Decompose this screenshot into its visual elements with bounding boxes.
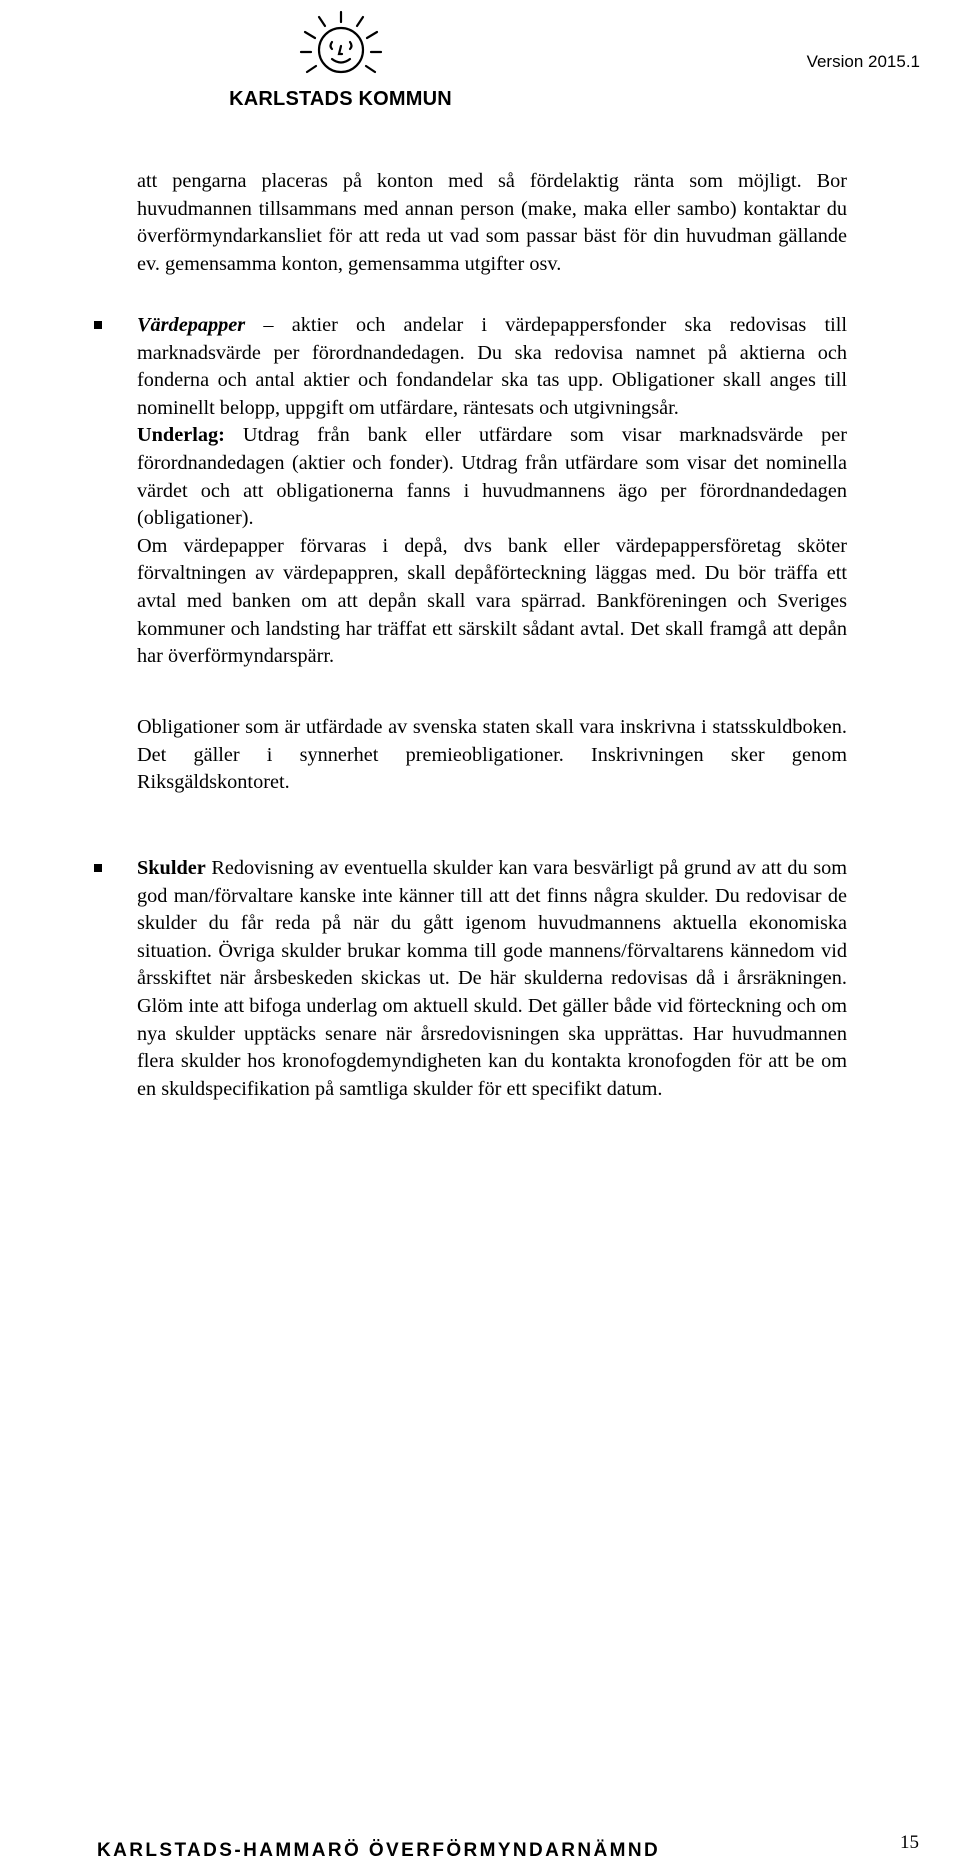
vardepapper-paragraph	[137, 312, 847, 422]
skulder-paragraph	[137, 855, 847, 1103]
underlag-text: Utdrag från bank eller utfärdare som visar marknadsvärde per förordnandedagen (aktier och fonder). Utdrag från utfärdare som visar det nominella värdet och att obligationerna fanns i huvudmannens ägo per förordnandedagen (obligationer).	[137, 424, 847, 530]
footer-title: KARLSTADS-HAMMARÖ ÖVERFÖRMYNDARNÄMND	[97, 1840, 661, 1861]
obligationer-section	[137, 714, 847, 797]
intro-section	[137, 168, 847, 278]
document-version: Version 2015.1	[806, 52, 920, 71]
skulder-text: Redovisning av eventuella skulder kan vara besvärligt på grund av att du som god man/förvaltare kanske inte känner till att det finns några skulder. Du redovisar de skulder du får reda på när du gått igenom huvudmannens aktuella ekonomiska situation. Övriga skulder brukar komma till gode mannens/förvaltarens kännedom vid årsskiftet när årsbeskeden skickas ut. De här skulderna redovisas då i årsräkningen. Glöm inte att bifoga underlag om aktuell skuld. Det gäller både vid förteckning och om nya skulder upptäcks senare när årsredovisningen ska upprättas. Har huvudmannen flera skulder hos kronofogdemyndigheten kan du kontakta kronofogden för att be om en skuldspecifikation på samtliga skulder för ett specifikt datum.	[137, 857, 847, 1100]
vardepapper-label: Värdepapper	[137, 314, 246, 336]
intro-paragraph: att pengarna placeras på konton med så fördelaktig ränta som möjligt. Bor huvudmannen tillsammans med annan person (make, maka eller sambo) kontaktar du överförmyndarkansliet för att reda ut vad som passar bäst för din huvudman gällande ev. gemensamma konton, gemensamma utgifter osv.	[137, 170, 847, 275]
underlag-paragraph	[137, 422, 847, 532]
page-number: 15	[900, 1832, 919, 1853]
underlag-label: Underlag:	[137, 424, 225, 447]
vardepapper-section	[137, 312, 847, 671]
skulder-section	[137, 855, 847, 1103]
page-header	[0, 0, 960, 130]
depa-paragraph: Om värdepapper förvaras i depå, dvs bank eller värdepappersföretag sköter förvaltningen av värdepappren, skall depåförteckning läggas med. Du bör träffa ett avtal med banken om att depån skall vara spärrad. Bankföreningen och Sveriges kommuner och landsting har träffat ett särskilt sådant avtal. Det skall framgå att depån har överförmyndarspärr.	[137, 534, 847, 668]
vardepapper-dash: –	[245, 314, 292, 336]
organization-logo-text: KARLSTADS KOMMUN	[229, 88, 452, 110]
bullet-square-icon	[94, 864, 102, 872]
vardepapper-text: aktier och andelar i värdepappersfonder ska redovisas till marknadsvärde per förordnandedagen. Du ska redovisa namnet på aktierna och fonderna och antal aktier och fondandelar ska tas upp. Obligationer skall anges till nominellt belopp, uppgift om utfärdare, räntesats och utgivningsår.	[137, 314, 848, 419]
skulder-label: Skulder	[137, 857, 206, 879]
sun-face-icon	[297, 8, 385, 86]
obligationer-paragraph: Obligationer som är utfärdade av svenska staten skall vara inskrivna i statsskuldboken. Det gäller i synnerhet premieobligationer. Inskrivningen sker genom Riksgäldskontoret.	[137, 716, 847, 794]
bullet-square-icon	[94, 321, 102, 329]
